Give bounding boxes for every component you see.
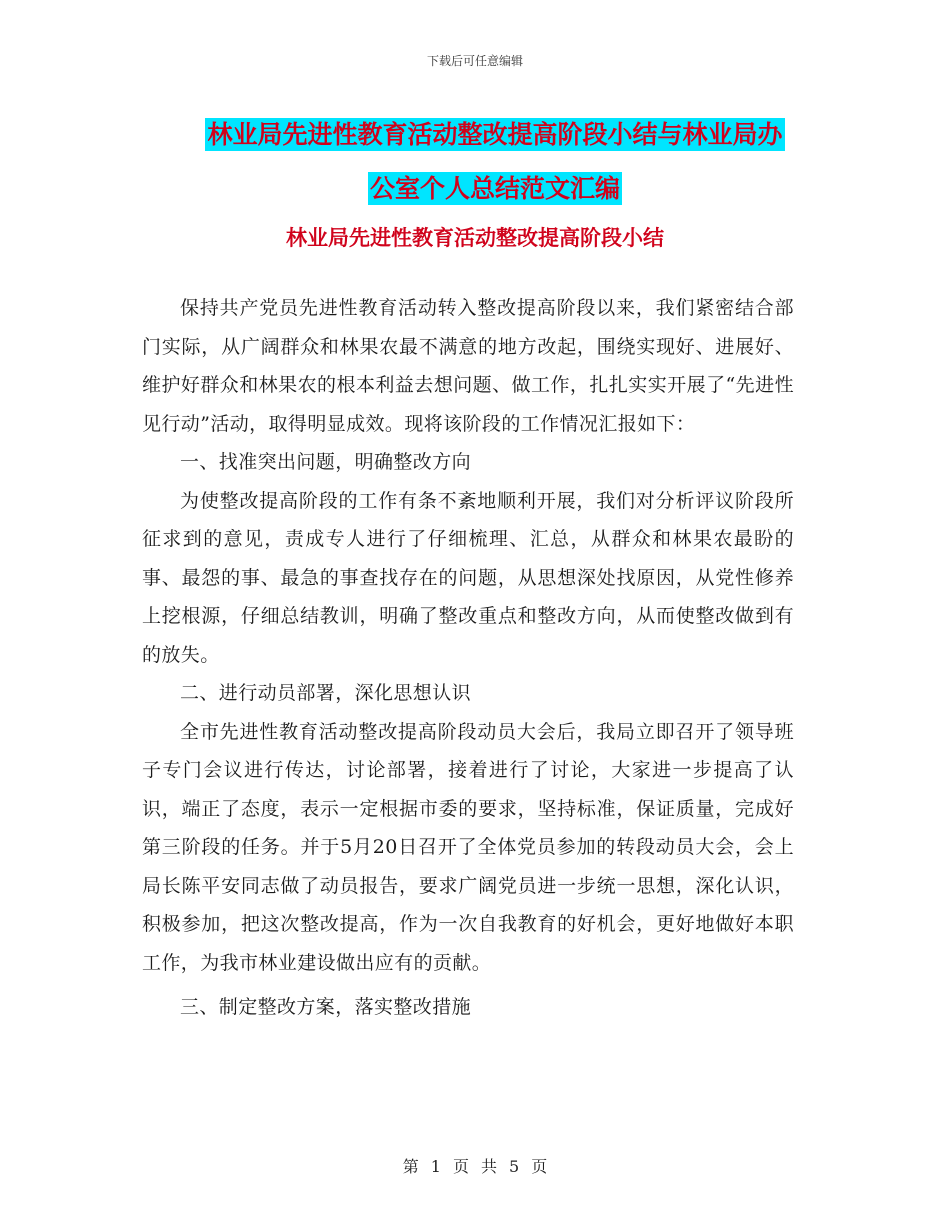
document-title-line1: 林业局先进性教育活动整改提高阶段小结与林业局办 xyxy=(207,120,783,149)
footer-label-page: 第 xyxy=(402,1157,419,1176)
heading-three: 三、制定整改方案，落实整改措施 xyxy=(180,996,472,1018)
document-body xyxy=(142,289,794,1027)
paragraph-one: 为使整改提高阶段的工作有条不紊地顺利开展，我们对分析评议阶段所征求到的意见，责成专人进行了仔细梳理、汇总，从群众和林果农最盼的事、最怨的事、最急的事查找存在的问题，从思想深处找原因，从党性修养上挖根源，仔细总结教训，明确了整改重点和整改方向，从而使整改做到有的放失。 xyxy=(142,489,794,666)
footer-total-pages: 5 xyxy=(509,1157,520,1176)
document-title-line2: 公室个人总结范文汇编 xyxy=(369,174,620,203)
section-title: 林业局先进性教育活动整改提高阶段小结 xyxy=(286,226,664,250)
footer-label-total: 共 xyxy=(481,1157,498,1176)
footer-current-page: 1 xyxy=(430,1157,441,1176)
paragraph-intro: 保持共产党员先进性教育活动转入整改提高阶段以来，我们紧密结合部门实际，从广阔群众和林果农最不满意的地方改起，围绕实现好、进展好、维护好群众和林果农的根本利益去想问题、做工作，扎扎实实开展了“先进性见行动”活动，取得明显成效。现将该阶段的工作情况汇报如下： xyxy=(142,297,794,435)
document-title xyxy=(150,108,840,216)
paragraph-two: 全市先进性教育活动整改提高阶段动员大会后，我局立即召开了领导班子专门会议进行传达，讨论部署，接着进行了讨论，大家进一步提高了认识，端正了态度，表示一定根据市委的要求，坚持标准，保证质量，完成好第三阶段的任务。并于5月20日召开了全体党员参加的转段动员大会，会上局长陈平安同志做了动员报告，要求广阔党员进一步统一思想，深化认识，积极参加，把这次整改提高，作为一次自我教育的好机会，更好地做好本职工作，为我市林业建设做出应有的贡献。 xyxy=(142,720,794,974)
footer-label-ye: 页 xyxy=(452,1157,469,1176)
page-header-note: 下载后可任意编辑 xyxy=(426,54,523,68)
heading-two: 二、进行动员部署，深化思想认识 xyxy=(180,682,472,704)
page-footer xyxy=(0,1154,950,1177)
heading-one: 一、找准突出问题，明确整改方向 xyxy=(180,451,472,473)
footer-label-ye2: 页 xyxy=(531,1157,548,1176)
